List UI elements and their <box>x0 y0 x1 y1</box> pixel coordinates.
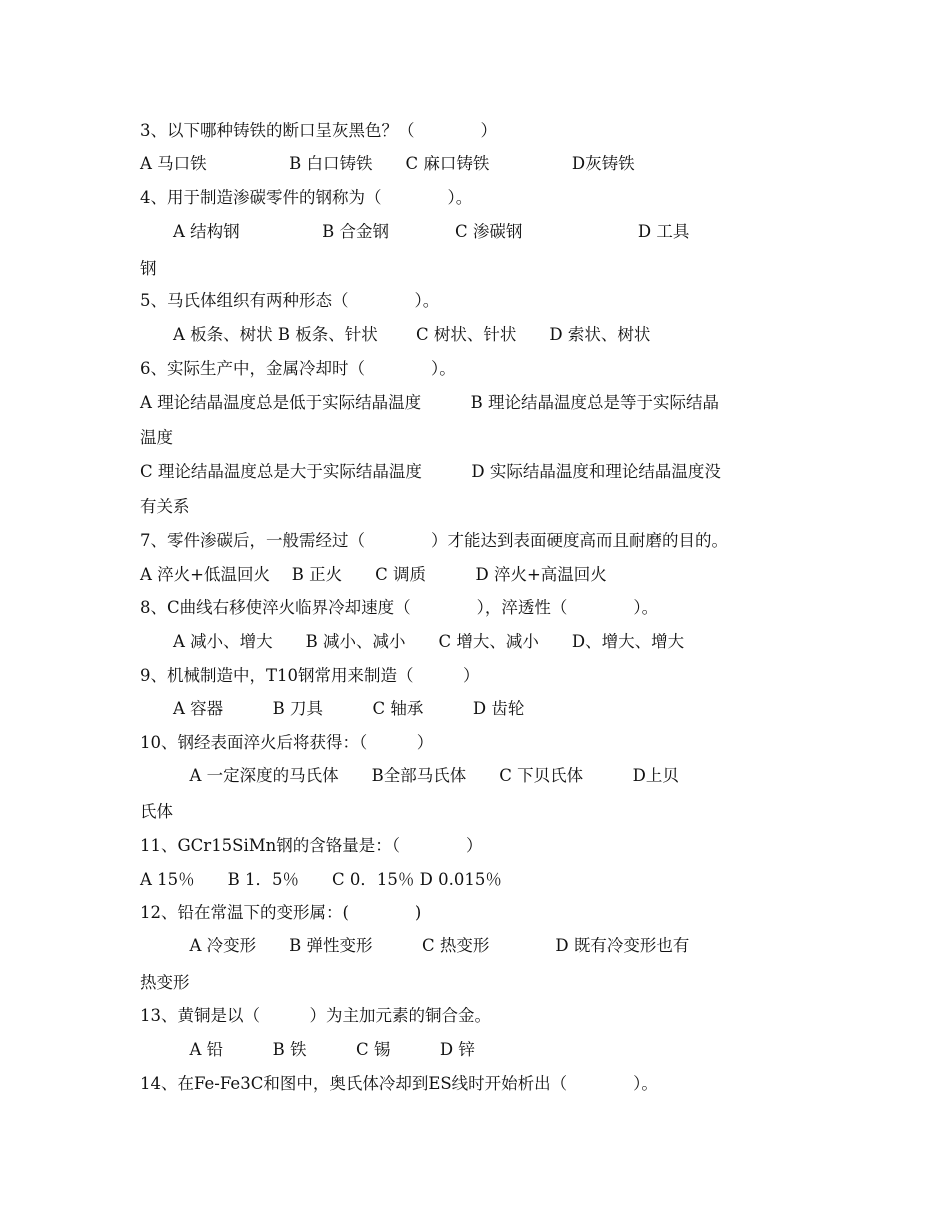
question-7-options: A 淬火+低温回火 B 正火 C 调质 D 淬火+高温回火 <box>140 565 607 584</box>
question-5-options: A 板条、树状 B 板条、针状 C 树状、针状 D 索状、树状 <box>140 325 651 344</box>
question-8-text: 8、C曲线右移使淬火临界冷却速度（ ），淬透性（ ）。 <box>140 598 659 617</box>
question-9-options: A 容器 B 刀具 C 轴承 D 齿轮 <box>140 699 525 718</box>
question-11-options: A 15％ B 1．5％ C 0．15％ D 0.015％ <box>140 870 502 889</box>
question-3-text: 3、以下哪种铸铁的断口呈灰黑色？（ ） <box>140 121 497 140</box>
question-12-options-wrap: 热变形 <box>140 973 190 992</box>
question-9-text: 9、机械制造中，T10钢常用来制造（ ） <box>140 666 480 685</box>
question-13-options: A 铅 B 铁 C 锡 D 锌 <box>140 1040 475 1059</box>
question-6-options-ab-wrap: 温度 <box>140 428 173 447</box>
question-12-options: A 冷变形 B 弹性变形 C 热变形 D 既有冷变形也有 <box>140 936 690 955</box>
question-3-options: A 马口铁 B 白口铸铁 C 麻口铸铁 D灰铸铁 <box>140 154 635 173</box>
question-4-options-wrap: 钢 <box>140 259 157 278</box>
question-8-options: A 减小、增大 B 减小、减小 C 增大、减小 D、增大、增大 <box>140 632 685 651</box>
question-10-options-wrap: 氏体 <box>140 802 173 821</box>
question-4-text: 4、用于制造渗碳零件的钢称为（ ）。 <box>140 188 473 207</box>
question-7-text: 7、零件渗碳后，一般需经过（ ）才能达到表面硬度高而且耐磨的目的。 <box>140 531 728 550</box>
question-12-text: 12、铅在常温下的变形属：( ) <box>140 903 422 922</box>
question-10-text: 10、钢经表面淬火后将获得：（ ） <box>140 733 434 752</box>
question-11-text: 11、GCr15SiMn钢的含铬量是：（ ） <box>140 836 483 855</box>
question-4-options: A 结构钢 B 合金钢 C 渗碳钢 D 工具 <box>140 222 690 241</box>
question-6-text: 6、实际生产中，金属冷却时（ ）。 <box>140 359 456 378</box>
question-6-options-ab: A 理论结晶温度总是低于实际结晶温度 B 理论结晶温度总是等于实际结晶 <box>140 393 720 412</box>
question-10-options: A 一定深度的马氏体 B全部马氏体 C 下贝氏体 D上贝 <box>140 766 679 785</box>
question-6-options-cd: C 理论结晶温度总是大于实际结晶温度 D 实际结晶温度和理论结晶温度没 <box>140 462 721 481</box>
question-6-options-cd-wrap: 有关系 <box>140 497 190 516</box>
question-13-text: 13、黄铜是以（ ）为主加元素的铜合金。 <box>140 1006 491 1025</box>
question-14-text: 14、在Fe-Fe3C和图中，奥氏体冷却到ES线时开始析出（ ）。 <box>140 1074 658 1093</box>
question-5-text: 5、马氏体组织有两种形态（ ）。 <box>140 291 440 310</box>
